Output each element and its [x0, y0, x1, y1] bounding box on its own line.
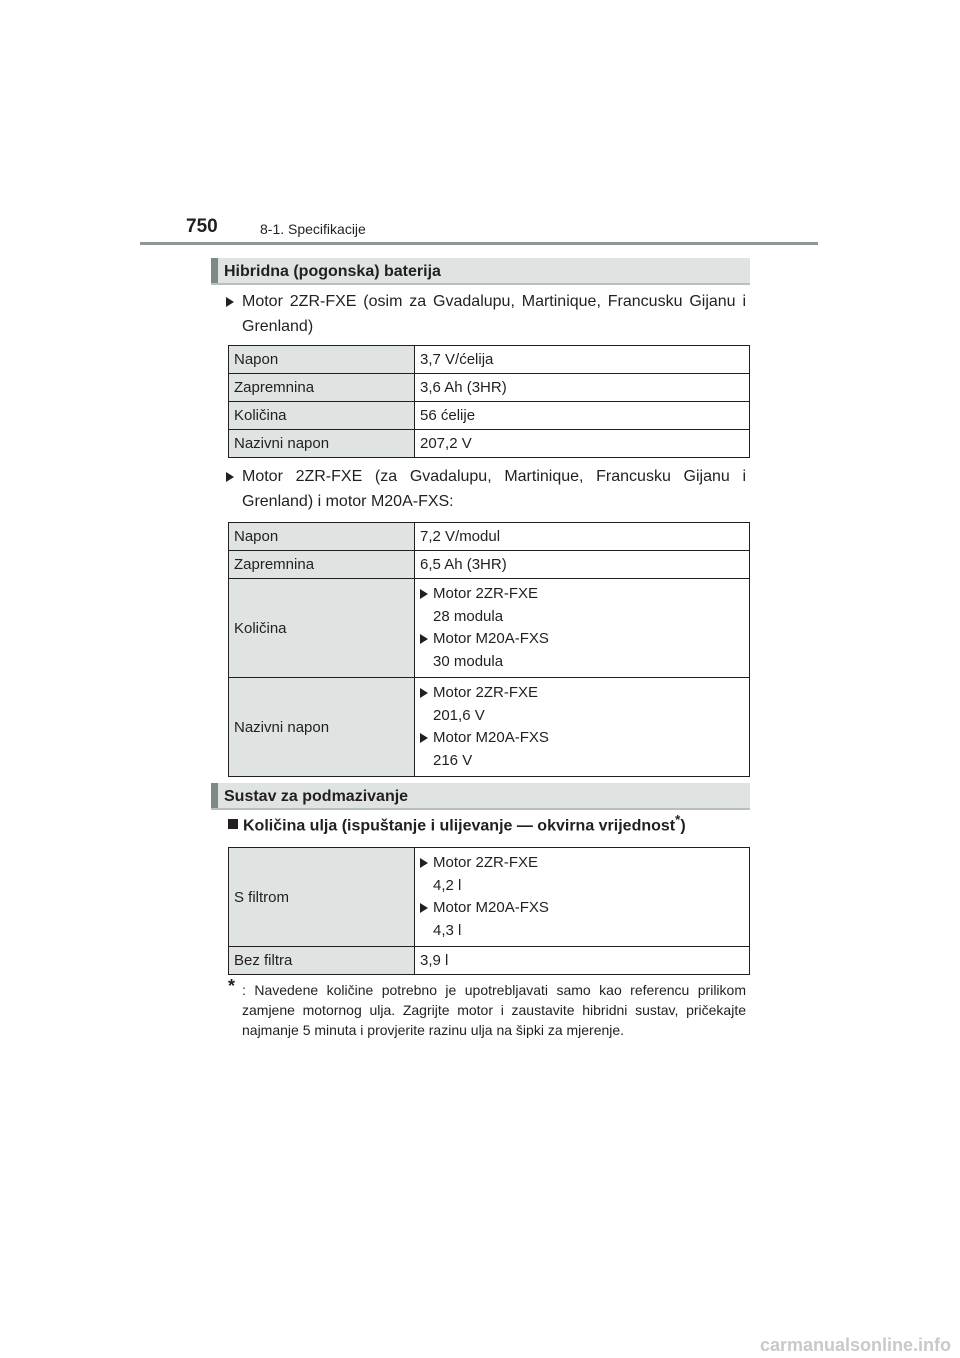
subheading-end: ): [680, 817, 686, 835]
engine-note-2: Motor 2ZR-FXE (za Gvadalupu, Martinique, Francusku Gijanu i Grenland) i motor M20A-FXS:: [242, 468, 746, 510]
row-value: 3,7 V/ćelija: [415, 346, 750, 374]
bullet-triangle-icon: [226, 297, 234, 307]
engine-value: 4,3 l: [433, 921, 462, 939]
oil-table: [228, 847, 750, 975]
bullet-triangle-icon: [420, 903, 428, 913]
table-row: [229, 346, 750, 374]
engine-name: Motor 2ZR-FXE: [433, 854, 539, 871]
row-value: [415, 579, 750, 678]
row-label: Nazivni napon: [229, 678, 415, 777]
bullet-triangle-icon: [420, 688, 428, 698]
table-row: [229, 374, 750, 402]
engine-value: 30 modula: [433, 652, 504, 670]
watermark: carmanualsonline.info: [760, 1335, 952, 1355]
row-label: S filtrom: [229, 848, 415, 947]
engine-name: Motor M20A-FXS: [433, 729, 549, 746]
bullet-triangle-icon: [420, 634, 428, 644]
section-path: 8-1. Specifikacije: [260, 221, 366, 237]
row-label: Zapremnina: [229, 551, 415, 579]
row-value: 56 ćelije: [415, 402, 750, 430]
row-value: 6,5 Ah (3HR): [415, 551, 750, 579]
row-label: Količina: [229, 579, 415, 678]
row-label: Zapremnina: [229, 374, 415, 402]
row-value: 207,2 V: [415, 430, 750, 458]
section-title: Hibridna (pogonska) baterija: [224, 263, 441, 280]
header-rule: [140, 242, 818, 245]
row-label: Bez filtra: [229, 947, 415, 975]
battery-table-2: [228, 522, 750, 777]
footnote-marker: *: [675, 812, 681, 827]
engine-value: 4,2 l: [433, 876, 462, 894]
page-number: 750: [186, 216, 218, 237]
table-row: [229, 402, 750, 430]
table-row: [229, 947, 750, 975]
bullet-triangle-icon: [420, 733, 428, 743]
table-row: [229, 430, 750, 458]
table-row: [229, 523, 750, 551]
list-item: [420, 583, 744, 606]
row-label: Količina: [229, 402, 415, 430]
row-value: [415, 848, 750, 947]
engine-name: Motor M20A-FXS: [433, 899, 549, 916]
row-value: 3,9 l: [415, 947, 750, 975]
subheading-text: Količina ulja (ispuštanje i ulijevanje — okvirna vrijednost: [243, 817, 676, 835]
row-value: 7,2 V/modul: [415, 523, 750, 551]
engine-name: Motor 2ZR-FXE: [433, 585, 539, 602]
engine-value: 216 V: [433, 751, 473, 769]
row-label: Napon: [229, 523, 415, 551]
table-row: [229, 579, 750, 678]
subheading: [228, 812, 686, 835]
list-item: [420, 727, 744, 750]
engine-name: Motor 2ZR-FXE: [433, 684, 539, 701]
section-bar-hybrid-battery: [211, 258, 750, 285]
list-item: [420, 682, 744, 705]
list-item: [420, 897, 744, 920]
table-row: [229, 551, 750, 579]
footnote-marker: *: [228, 976, 236, 996]
engine-value: 28 modula: [433, 607, 504, 625]
engine-value: 201,6 V: [433, 706, 485, 724]
engine-note-1: Motor 2ZR-FXE (osim za Gvadalupu, Martinique, Francusku Gijanu i Grenland): [242, 293, 746, 335]
list-item: [420, 628, 744, 651]
row-label: Nazivni napon: [229, 430, 415, 458]
bullet-triangle-icon: [226, 472, 234, 482]
row-value: [415, 678, 750, 777]
row-label: Napon: [229, 346, 415, 374]
square-bullet-icon: [228, 819, 238, 829]
footnote-text: : Navedene količine potrebno je upotrebljavati samo kao referencu prilikom zamjene motornog ulja. Zagrijte motor i zaustavite hibridni sustav, pričekajte najmanje 5 minuta i provjerite razinu ulja na šipki za mjerenje.: [242, 982, 746, 1038]
list-item: [420, 852, 744, 875]
engine-name: Motor M20A-FXS: [433, 630, 549, 647]
row-value: 3,6 Ah (3HR): [415, 374, 750, 402]
section-title: Sustav za podmazivanje: [224, 788, 409, 805]
bullet-triangle-icon: [420, 589, 428, 599]
section-bar-lubrication: [211, 783, 750, 810]
table-row: [229, 678, 750, 777]
table-row: [229, 848, 750, 947]
bullet-triangle-icon: [420, 858, 428, 868]
footnote: [228, 976, 746, 1040]
battery-table-1: [228, 345, 750, 458]
